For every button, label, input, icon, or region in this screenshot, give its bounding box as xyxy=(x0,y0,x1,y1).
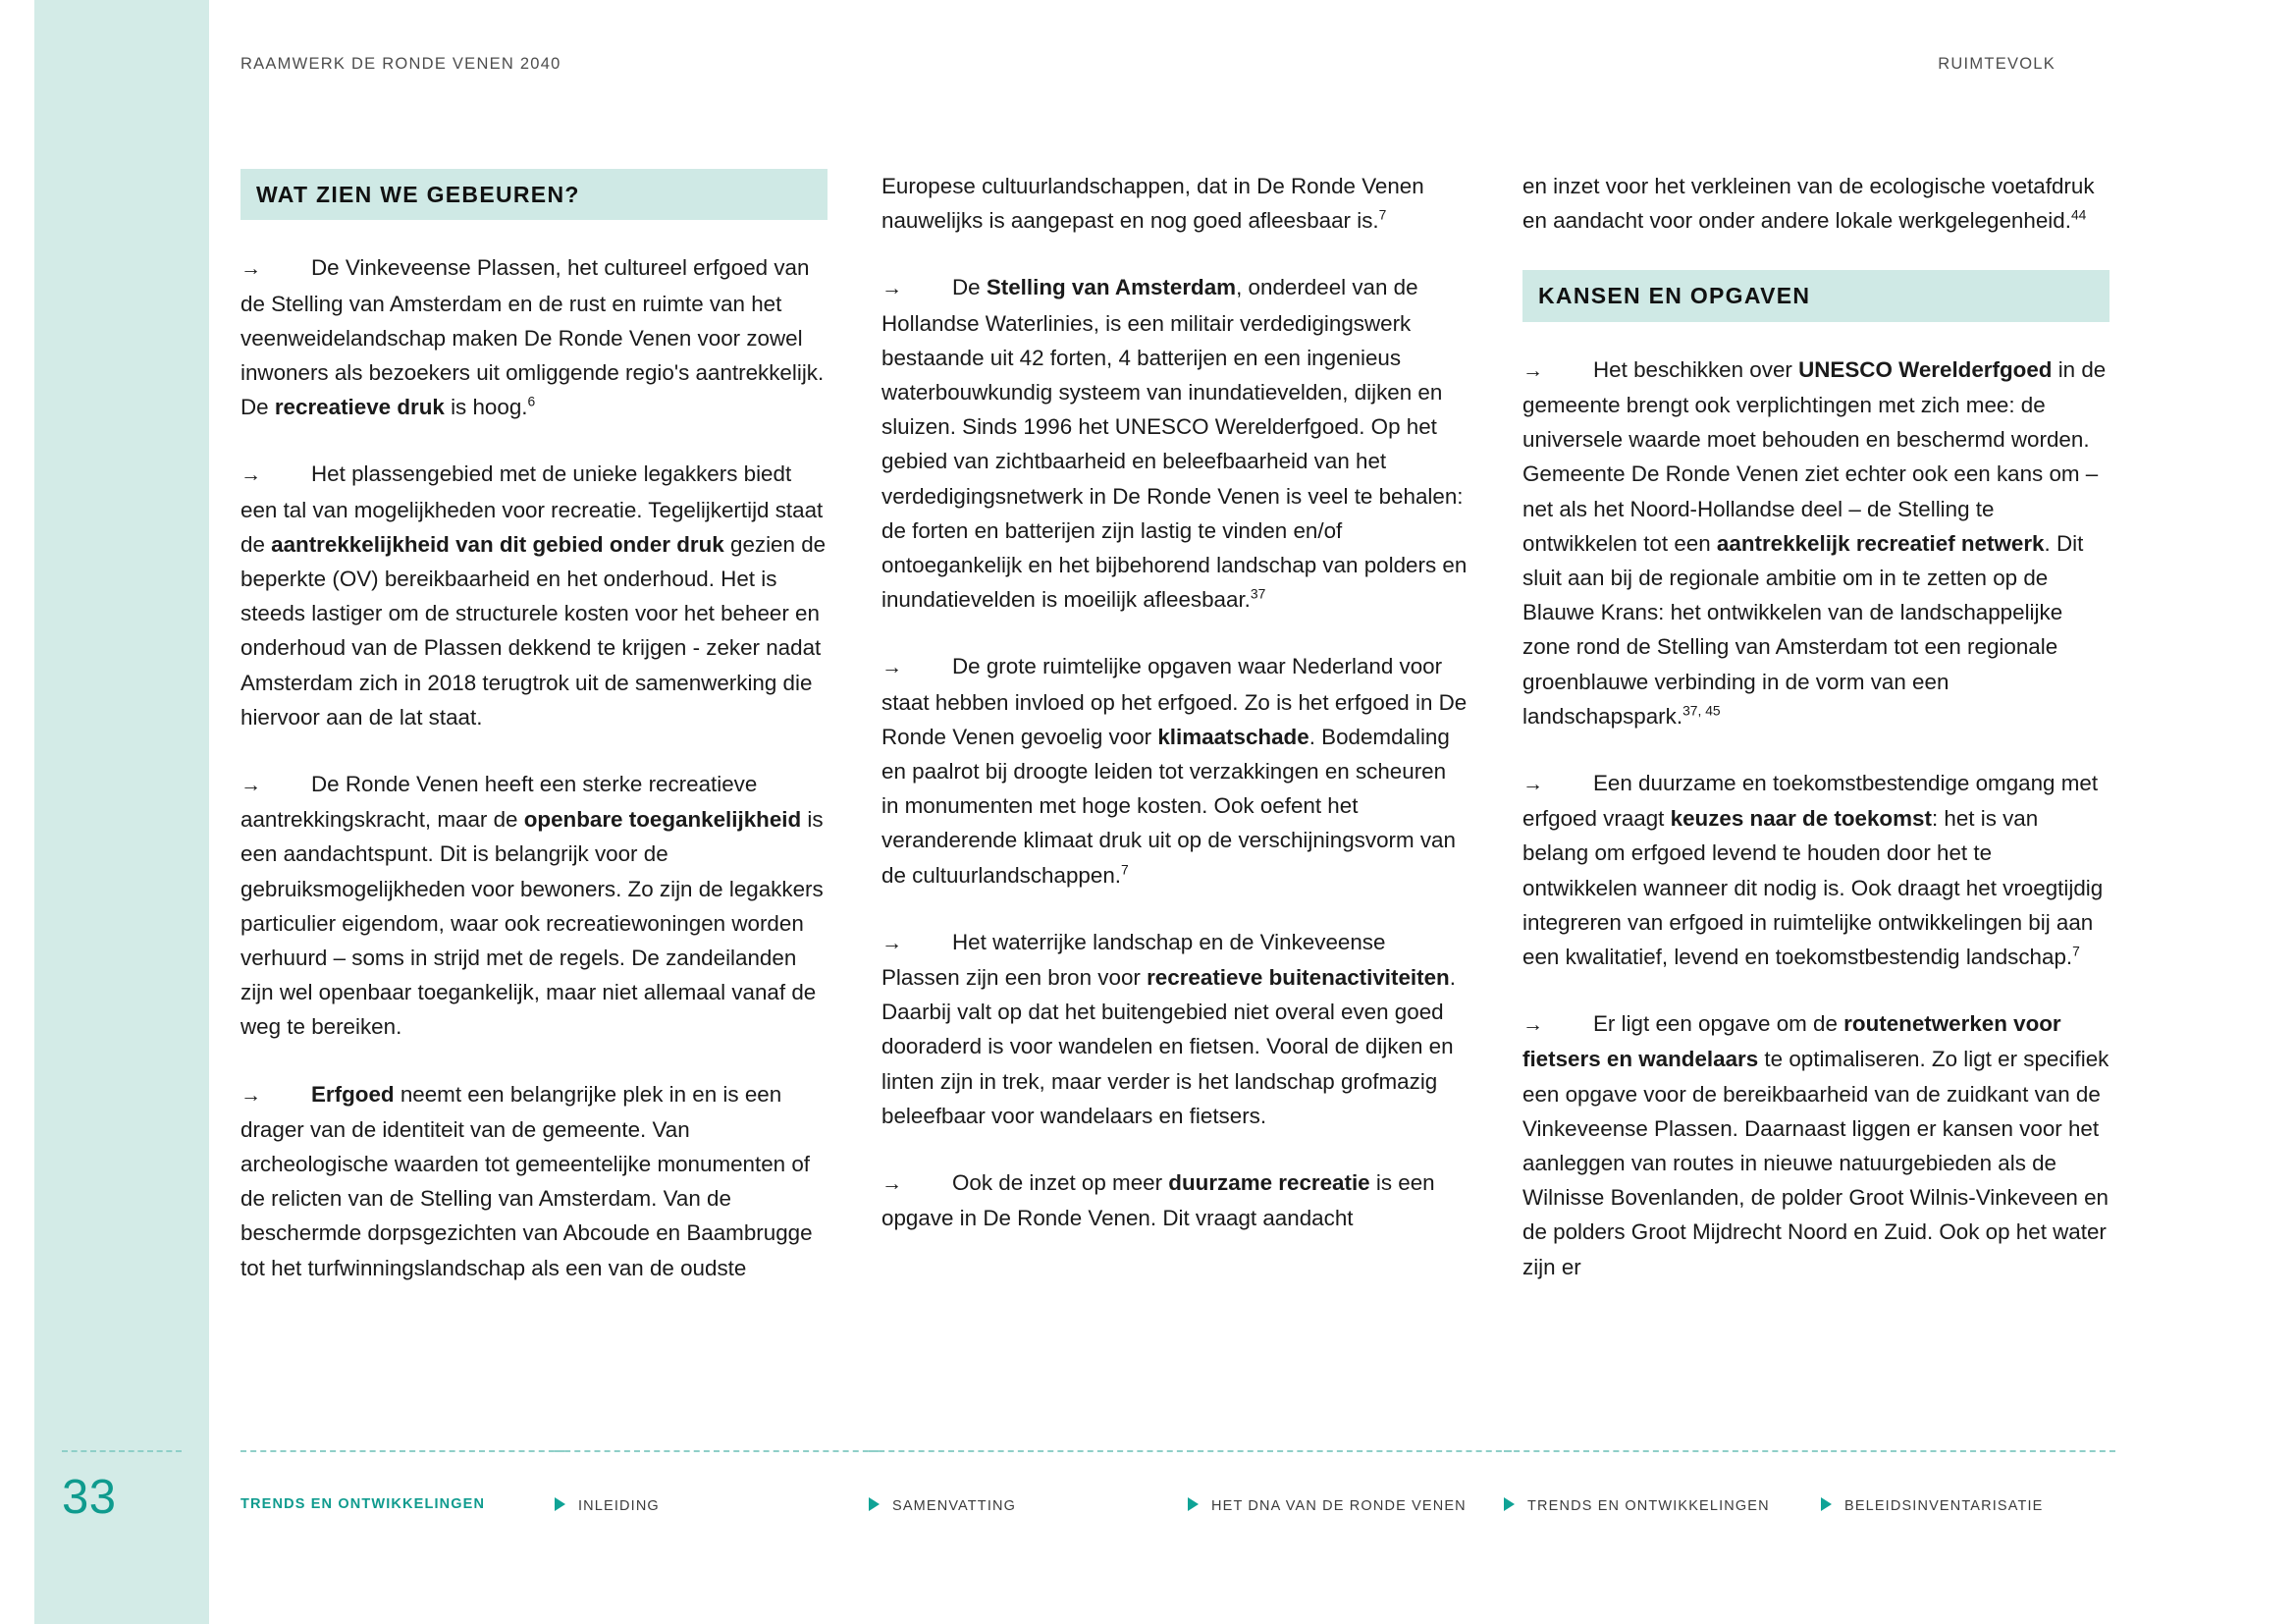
play-triangle-icon xyxy=(1821,1497,1832,1511)
column-2-body xyxy=(881,169,1468,1235)
arrow-icon: → xyxy=(881,1172,902,1196)
play-triangle-icon xyxy=(869,1497,880,1511)
arrow-icon: → xyxy=(1522,1013,1543,1037)
running-header-right: RUIMTEVOLK xyxy=(1938,55,2056,73)
body-paragraph: → Het waterrijke landschap en de Vinkeveense Plassen zijn een bron voor recreatieve buitenactiviteiten. Daarbij valt op dat het buitengebied niet overal even goed dooraderd is voor wandelen en fietsen. Vooral de dijken en linten zijn in trek, maar verder is het landschap grofmazig beleefbaar voor wandelaars en fietsers. xyxy=(881,925,1468,1133)
footer-nav-item[interactable] xyxy=(1188,1450,1512,1514)
arrow-icon: → xyxy=(240,773,261,796)
page-number-block xyxy=(62,1450,182,1522)
play-triangle-icon xyxy=(555,1497,565,1511)
text-columns xyxy=(240,169,2110,1285)
footer-nav-item[interactable] xyxy=(555,1450,879,1514)
arrow-icon: → xyxy=(881,931,902,954)
column-3-lead-paragraph: en inzet voor het verkleinen van de ecologische voetafdruk en aandacht voor onder andere lokale werkgelegenheid.$^{44}$ xyxy=(1522,174,2095,234)
column-1 xyxy=(240,169,828,1285)
body-paragraph: Europese cultuurlandschappen, dat in De Ronde Venen nauwelijks is aangepast en nog goed afleesbaar is.$^7$ xyxy=(881,174,1424,234)
body-paragraph: → Het beschikken over UNESCO Werelderfgoed in de gemeente brengt ook verplichtingen met zich mee: de universele waarde moet behouden en beschermd worden. Gemeente De Ronde Venen ziet echter ook een kans om – net als het Noord-Hollandse deel – de Stelling te ontwikkelen tot een aantrekkelijk recreatief netwerk. Dit sluit aan bij de regionale ambitie om in te zetten op de Blauwe Krans: het ontwikkelen van de landschappelijke zone rond de Stelling van Amsterdam tot een regionale groenblauwe verbinding in de vorm van een landschapspark.$^{37, 45}$ xyxy=(1522,352,2109,733)
footer-nav-label[interactable]: HET DNA VAN DE RONDE VENEN xyxy=(1188,1497,1512,1514)
body-paragraph: → De Vinkeveense Plassen, het cultureel erfgoed van de Stelling van Amsterdam en de rust en ruimte van het veenweidelandschap maken De Ronde Venen voor zowel inwoners als bezoekers uit omliggende regio's aantrekkelijk. De recreatieve druk is hoog.$^6$ xyxy=(240,250,828,424)
section-heading-wat-zien-we-gebeuren xyxy=(240,169,828,220)
play-triangle-icon xyxy=(1504,1497,1515,1511)
body-paragraph: → Erfgoed neemt een belangrijke plek in en is een drager van de identiteit van de gemeente. Van archeologische waarden tot gemeentelijke monumenten of de relicten van de Stelling van Amsterdam. Van de beschermde dorpsgezichten van Abcoude en Baambrugge tot het turfwinningslandschap als een van de oudste xyxy=(240,1077,828,1285)
footer-nav-rule xyxy=(1188,1450,1512,1452)
footer-nav-label[interactable]: TRENDS EN ONTWIKKELINGEN xyxy=(1504,1497,1828,1514)
column-1-body xyxy=(240,250,828,1284)
arrow-icon: → xyxy=(881,656,902,679)
body-paragraph: → Een duurzame en toekomstbestendige omgang met erfgoed vraagt keuzes naar de toekomst: het is van belang om erfgoed levend te houden door het te ontwikkelen wanneer dit nodig is. Ook draagt het vroegtijdig integreren van erfgoed in ruimtelijke ontwikkelingen bij aan een kwalitatief, levend en toekomstbestendig landschap.$^7$ xyxy=(1522,766,2109,974)
footer-nav-rule xyxy=(1821,1450,2115,1452)
footer-nav-rule xyxy=(1504,1450,1828,1452)
footer-nav-item[interactable] xyxy=(1504,1450,1828,1514)
body-paragraph: → De Ronde Venen heeft een sterke recreatieve aantrekkingskracht, maar de openbare toegankelijkheid is een aandachtspunt. Dit is belangrijk voor de gebruiksmogelijkheden voor bewoners. Zo zijn de legakkers particulier eigendom, waar ook recreatiewoningen worden verhuurd – soms in strijd met de regels. De zandeilanden zijn wel openbaar toegankelijk, maar niet allemaal vanaf de weg te bereiken. xyxy=(240,767,828,1045)
body-paragraph: → De grote ruimtelijke opgaven waar Nederland voor staat hebben invloed op het erfgoed. Zo is het erfgoed in De Ronde Venen gevoelig voor klimaatschade. Bodemdaling en paalrot bij droogte leiden tot verzakkingen en scheuren in monumenten met hoge kosten. Ook oefent het veranderende klimaat druk uit op de verschijningsvorm van de cultuurlandschappen.$^7$ xyxy=(881,649,1468,892)
footer-nav-label[interactable]: INLEIDING xyxy=(555,1497,879,1514)
arrow-icon: → xyxy=(240,1083,261,1107)
play-triangle-icon xyxy=(1188,1497,1199,1511)
footer-nav-rule xyxy=(869,1450,1193,1452)
footer-nav-label[interactable]: SAMENVATTING xyxy=(869,1497,1193,1514)
arrow-icon: → xyxy=(240,463,261,487)
body-paragraph: → Er ligt een opgave om de routenetwerken voor fietsers en wandelaars te optimaliseren. Zo ligt er specifiek een opgave voor de bereikbaarheid van de zuidkant van de Vinkeveense Plassen. Daarnaast liggen er kansen voor het aanleggen van routes in nieuwe natuurgebieden als de Wilnisse Bovenlanden, de polder Groot Wilnis-Vinkeveen en de polders Groot Mijdrecht Noord en Zuid. Ook op het water zijn er xyxy=(1522,1006,2109,1284)
body-paragraph: → Het plassengebied met de unieke legakkers biedt een tal van mogelijkheden voor recreatie. Tegelijkertijd staat de aantrekkelijkheid van dit gebied onder druk gezien de beperkte (OV) bereikbaarheid en het onderhoud. Het is steeds lastiger om de structurele kosten voor het beheer en onderhoud van de Plassen dekkend te krijgen - zeker nadat Amsterdam zich in 2018 terugtrok uit de samenwerking die hiervoor aan de lat staat. xyxy=(240,457,828,734)
page-footer xyxy=(0,1450,2296,1624)
footer-nav-label[interactable]: TRENDS EN ONTWIKKELINGEN xyxy=(240,1496,486,1512)
section-heading-kansen-en-opgaven xyxy=(1522,270,2109,321)
arrow-icon: → xyxy=(1522,358,1543,382)
body-paragraph: → De Stelling van Amsterdam, onderdeel van de Hollandse Waterlinies, is een militair verdedigingswerk bestaande uit 42 forten, 4 batterijen en een ingenieus waterbouwkundig systeem van inundatievelden, dijken en sluizen. Sinds 1996 het UNESCO Werelderfgoed. Op het gebied van zichtbaarheid en beleefbaarheid van het verdedigingsnetwerk in De Ronde Venen is veel te behalen: de forten en batterijen zijn lastig te vinden en/of ontoegankelijk en het bijbehorend landschap van polders en inundatievelden is moeilijk afleesbaar.$^{37}$ xyxy=(881,270,1468,617)
page-number: 33 xyxy=(62,1471,117,1524)
page-number-rule xyxy=(62,1450,182,1452)
arrow-icon: → xyxy=(1522,772,1543,795)
body-paragraph: → Ook de inzet op meer duurzame recreatie is een opgave in De Ronde Venen. Dit vraagt aandacht xyxy=(881,1165,1468,1235)
arrow-icon: → xyxy=(240,257,261,281)
footer-nav-item[interactable] xyxy=(869,1450,1193,1514)
footer-nav-label[interactable]: BELEIDSINVENTARISATIE xyxy=(1821,1497,2115,1514)
footer-nav-item[interactable] xyxy=(240,1450,564,1512)
footer-nav-rule xyxy=(240,1450,564,1452)
section-heading-label: WAT ZIEN WE GEBEUREN? xyxy=(256,182,580,207)
footer-nav-rule xyxy=(555,1450,879,1452)
running-header-left: RAAMWERK DE RONDE VENEN 2040 xyxy=(240,55,561,73)
column-3-body xyxy=(1522,352,2109,1284)
column-3 xyxy=(1522,169,2109,1285)
footer-nav-item[interactable] xyxy=(1821,1450,2115,1514)
section-heading-label: KANSEN EN OPGAVEN xyxy=(1538,283,1811,309)
column-2 xyxy=(881,169,1468,1285)
arrow-icon: → xyxy=(881,277,902,300)
